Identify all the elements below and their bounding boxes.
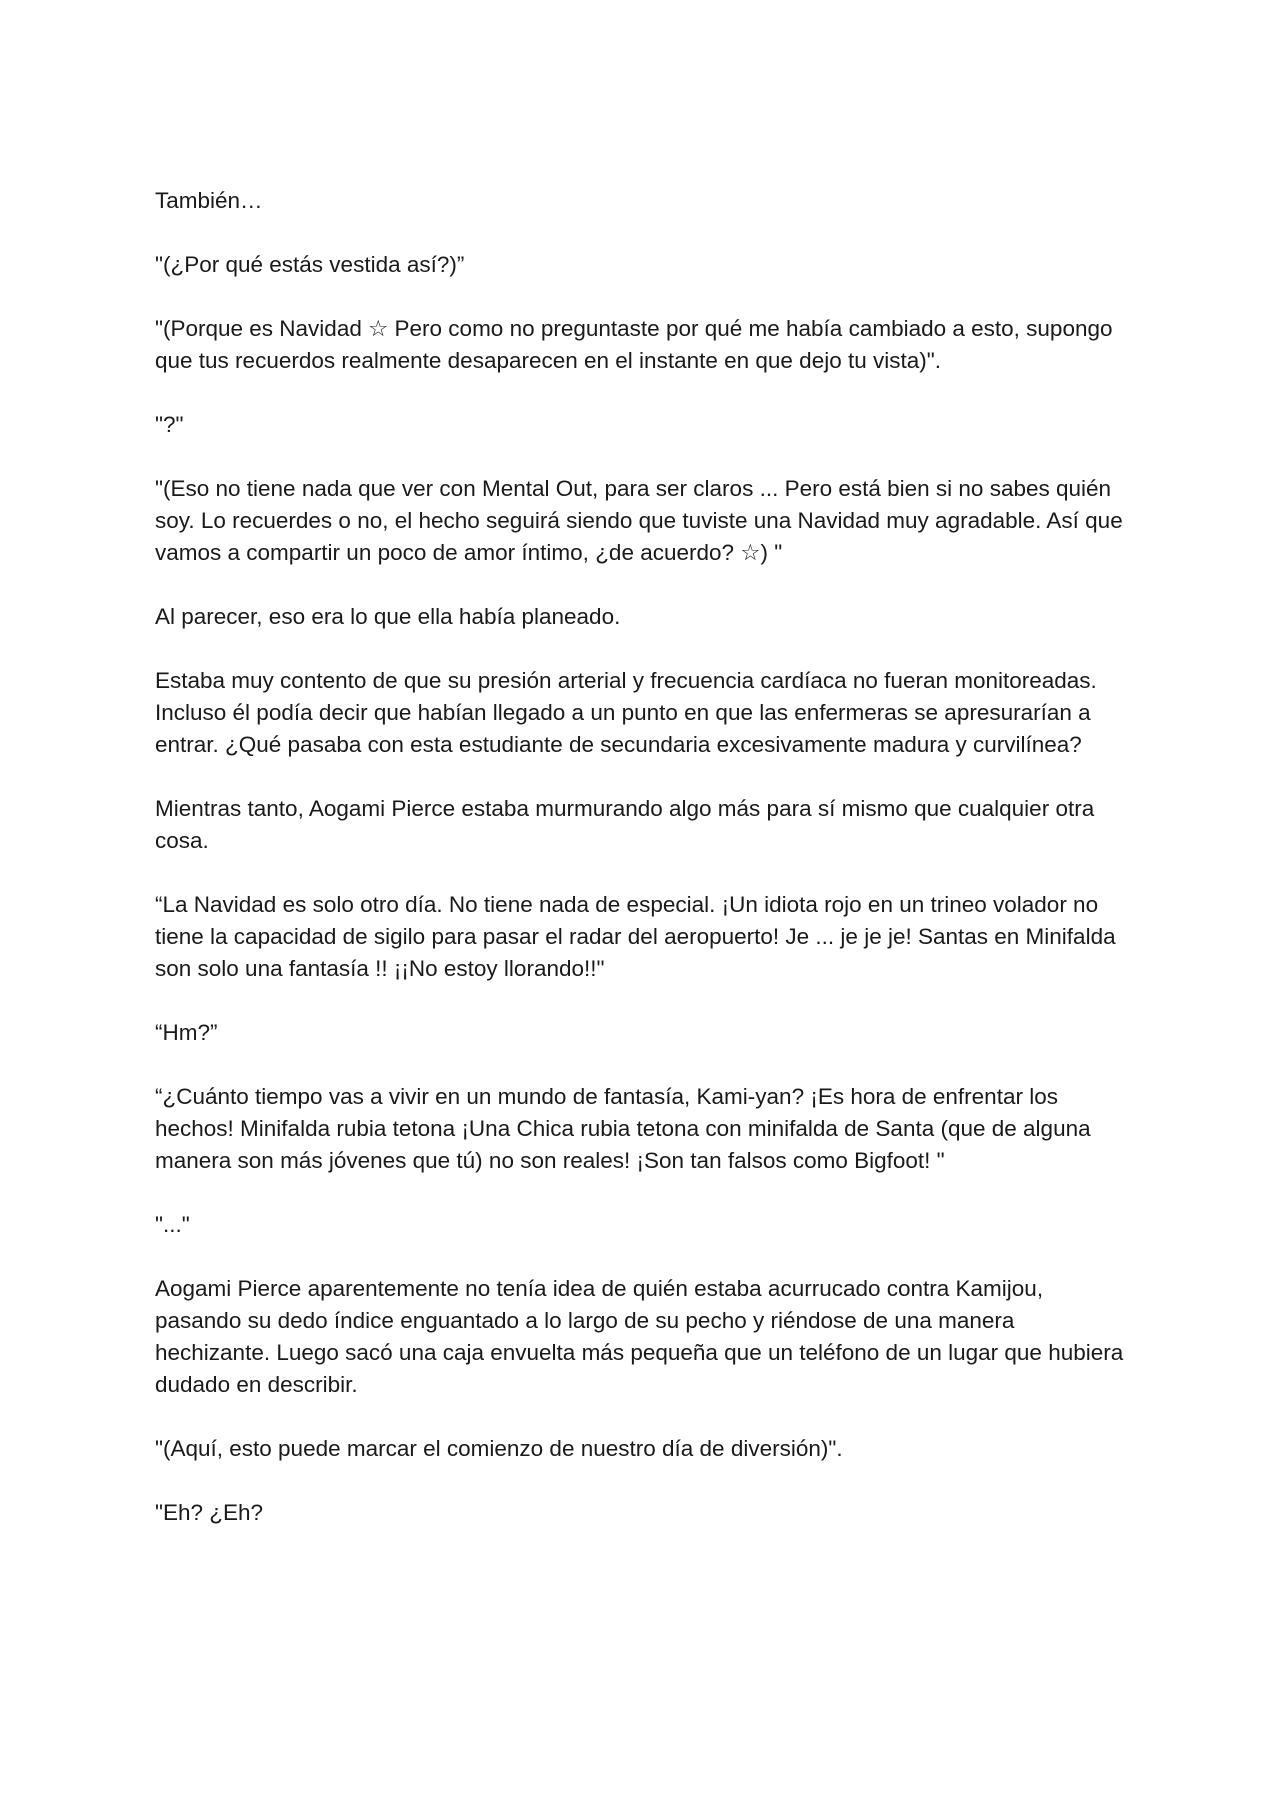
paragraph: Aogami Pierce aparentemente no tenía idea de quién estaba acurrucado contra Kamijou, pasando su dedo índice enguantado a lo largo de su pecho y riéndose de una manera hechizante. Luego sacó una caja envuelta más pequeña que un teléfono de un lugar que hubiera dudado en describir. <box>155 1276 1124 1397</box>
paragraph: "(¿Por qué estás vestida así?)” <box>155 252 465 277</box>
paragraph: “¿Cuánto tiempo vas a vivir en un mundo de fantasía, Kami-yan? ¡Es hora de enfrentar los hechos! Minifalda rubia tetona ¡Una Chica rubia tetona con minifalda de Santa (que de alguna manera son más jóvenes que tú) no son reales! ¡Son tan falsos como Bigfoot! " <box>155 1084 1091 1173</box>
paragraph: Al parecer, eso era lo que ella había planeado. <box>155 604 621 629</box>
paragraph: “La Navidad es solo otro día. No tiene nada de especial. ¡Un idiota rojo en un trineo volador no tiene la capacidad de sigilo para pasar el radar del aeropuerto! Je ... je je je! Santas en Minifalda son solo una fantasía !! ¡¡No estoy llorando!!" <box>155 892 1116 981</box>
paragraph: "..." <box>155 1212 190 1237</box>
paragraph: Mientras tanto, Aogami Pierce estaba murmurando algo más para sí mismo que cualquier otra cosa. <box>155 796 1095 853</box>
paragraph: También… <box>155 188 263 213</box>
paragraph: "(Porque es Navidad ☆ Pero como no preguntaste por qué me había cambiado a esto, supongo que tus recuerdos realmente desaparecen en el instante en que dejo tu vista)". <box>155 316 1113 373</box>
document-body <box>155 185 1125 1561</box>
paragraph: “Hm?” <box>155 1020 218 1045</box>
paragraph: "Eh? ¿Eh? <box>155 1500 264 1525</box>
paragraph: "(Eso no tiene nada que ver con Mental Out, para ser claros ... Pero está bien si no sabes quién soy. Lo recuerdes o no, el hecho seguirá siendo que tuviste una Navidad muy agradable. Así que vamos a compartir un poco de amor íntimo, ¿de acuerdo? ☆) " <box>155 476 1123 565</box>
paragraph: "(Aquí, esto puede marcar el comienzo de nuestro día de diversión)". <box>155 1436 843 1461</box>
paragraph: "?" <box>155 412 184 437</box>
paragraph: Estaba muy contento de que su presión arterial y frecuencia cardíaca no fueran monitoreadas. Incluso él podía decir que habían llegado a un punto en que las enfermeras se apresurarían a entrar. ¿Qué pasaba con esta estudiante de secundaria excesivamente madura y curvilínea? <box>155 668 1097 757</box>
